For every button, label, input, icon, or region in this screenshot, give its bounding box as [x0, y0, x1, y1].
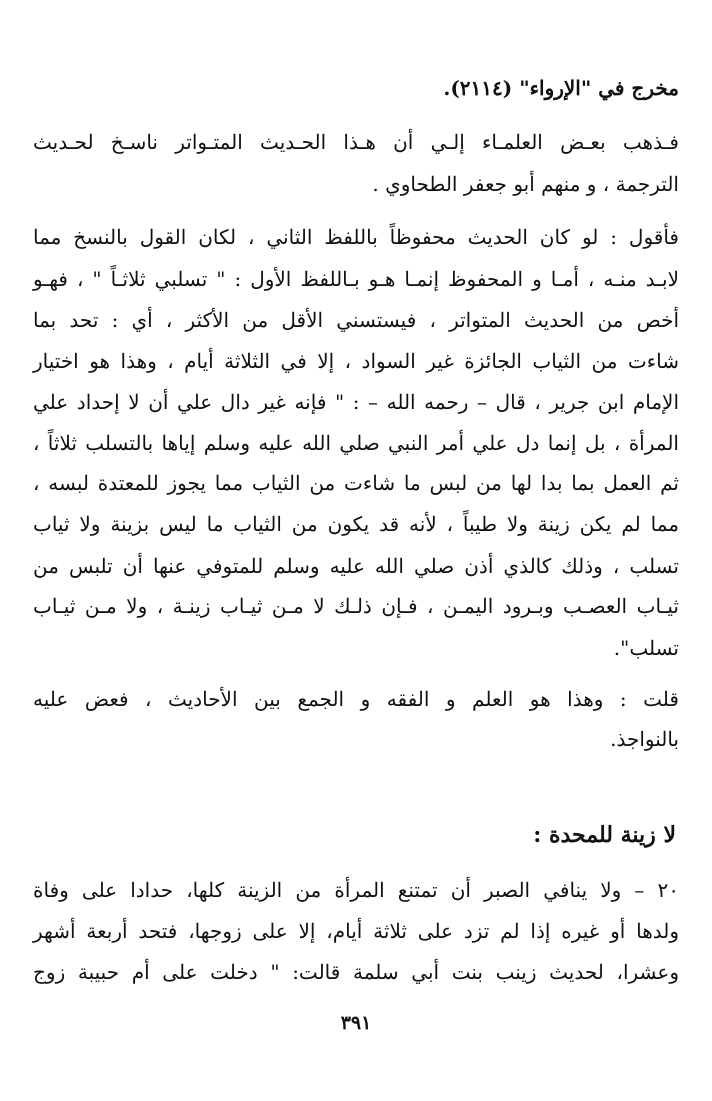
- text-line: قلت : وهذا هو العلم و الفقه و الجمع بين الأحاديث ، فعض عليه: [33, 687, 679, 711]
- page-number: ٣٩١: [340, 1012, 372, 1034]
- text-line: مما لم يكن زينة ولا طيباً ، لأنه قد يكون من الثياب ما ليس بزينة ولا ثياب: [33, 512, 679, 536]
- section-heading: لا زينة للمحدة :: [533, 822, 676, 848]
- text-line: المرأة ، بل إنما دل علي أمر النبي صلي الله عليه وسلم إياها بالتسلب ثلاثاً ،: [33, 431, 679, 455]
- text-line: تسلب".: [613, 636, 679, 660]
- text-line: وعشرا، لحديث زينب بنت أبي سلمة قالت: " دخلت على أم حبيبة زوج: [33, 960, 679, 984]
- text-line: مخرج في "الإرواء" (٢١١٤).: [443, 76, 679, 100]
- text-line: شاءت من الثياب الجائزة غير السواد ، إلا في الثلاثة أيام ، وهذا هو اختيار: [33, 349, 679, 373]
- text-line: تسلب ، وذلك كالذي أذن صلي الله عليه وسلم للمتوفي عنها أن تلبس من: [33, 554, 679, 578]
- text-line: بالنواجذ.: [610, 727, 679, 751]
- text-line: الترجمة ، و منهم أبو جعفر الطحاوي .: [372, 172, 679, 196]
- text-line: أخص من الحديث المتواتر ، فيستسني الأقل من الأكثر ، أي : تحد بما: [33, 308, 679, 332]
- text-line: ثيـاب العصـب وبـرود اليمـن ، فـإن ذلـك لا مـن ثيـاب زينـة ، ولا مـن ثيـاب: [33, 594, 679, 618]
- text-line: ٢٠ – ولا ينافي الصبر أن تمتنع المرأة من الزينة كلها، حدادا على وفاة: [33, 878, 679, 902]
- text-line: ولدها أو غيره إذا لم تزد على ثلاثة أيام، إلا على زوجها، فتحد أربعة أشهر: [33, 919, 679, 943]
- text-line: الإمام ابن جرير ، قال – رحمه الله – : " فإنه غير دال علي أن لا إحداد علي: [33, 390, 679, 414]
- text-line: فـذهب بعـض العلمـاء إلـي أن هـذا الحـديث المتـواتر ناسـخ لحـديث: [33, 130, 679, 154]
- text-line: ثم العمل بما بدا لها من لبس ما شاءت من الثياب مما يجوز للمعتدة لبسه ،: [33, 471, 680, 495]
- text-line: لابـد منـه ، أمـا و المحفوظ إنمـا هـو بـاللفظ الأول : " تسلبي ثلاثـاً " ، فهـو: [33, 267, 679, 291]
- text-line: فأقول : لو كان الحديث محفوظاً باللفظ الثاني ، لكان القول بالنسخ مما: [33, 225, 679, 249]
